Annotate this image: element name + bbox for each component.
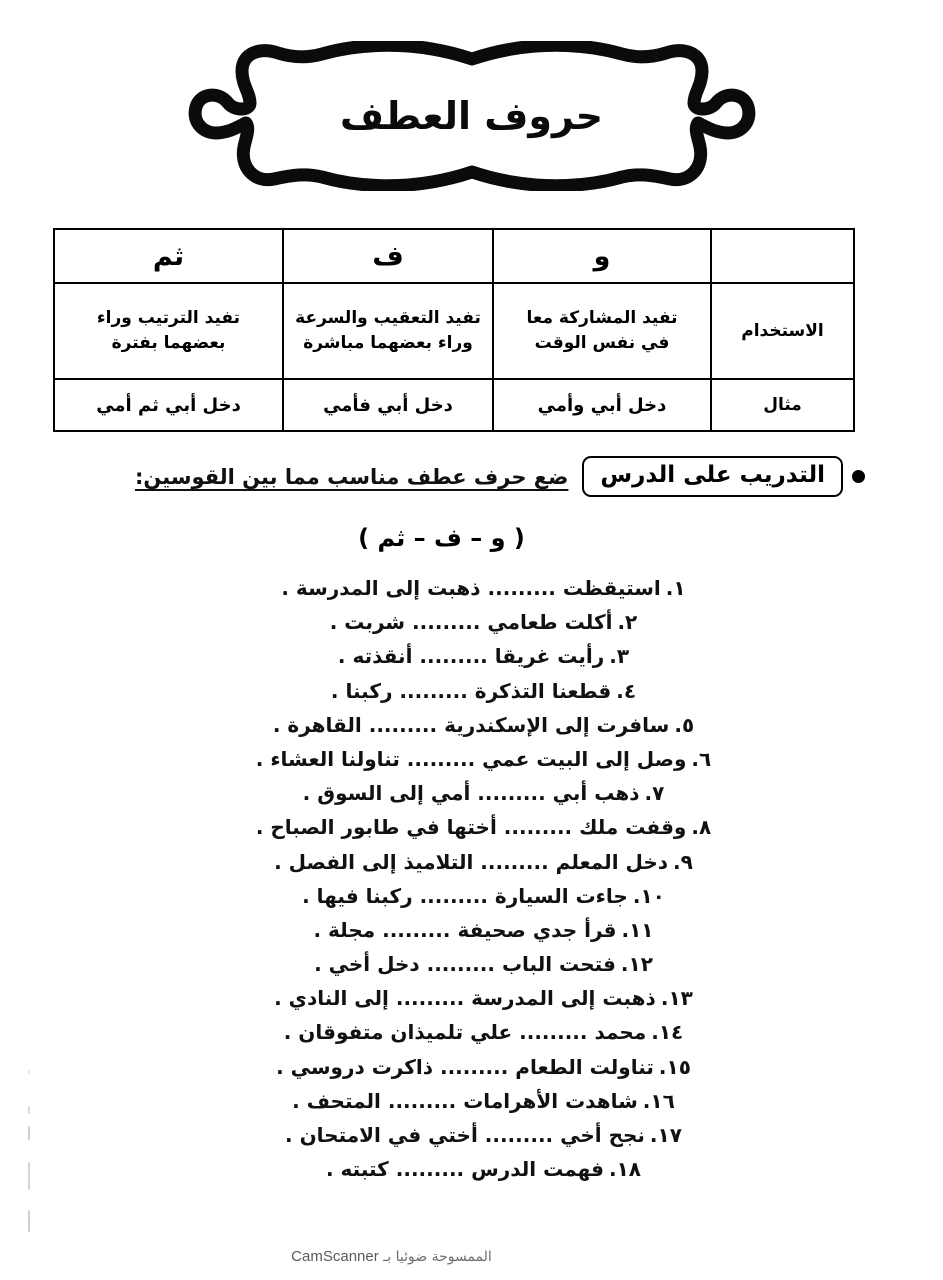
question-number: ١٢.	[620, 952, 653, 977]
question-number: ٢.	[617, 610, 638, 635]
question-item	[60, 883, 883, 920]
question-item	[60, 1159, 883, 1193]
exercise-badge: التدريب على الدرس	[582, 456, 843, 497]
question-number: ٣.	[609, 644, 630, 669]
question-text: فهمت الدرس ......... كتبته .	[325, 1157, 604, 1182]
question-item	[60, 817, 883, 851]
table-header-thumma: ثم	[54, 229, 283, 283]
usage-thumma-line1: تفيد الترتيب وراء	[96, 308, 241, 329]
page-title: حروف العطف	[339, 94, 604, 138]
title-banner	[0, 36, 943, 196]
bullet-icon	[852, 470, 865, 483]
usage-fa-line2: وراء بعضهما مباشرة	[303, 333, 473, 353]
table-header-waw: و	[493, 229, 711, 283]
question-item	[60, 612, 883, 646]
answer-choices: ( و – ف – ثم )	[358, 524, 525, 552]
question-item	[60, 954, 883, 988]
question-text: استيقظت ......... ذهبت إلى المدرسة .	[281, 576, 661, 600]
question-number: ٤.	[616, 678, 637, 703]
ornate-frame	[182, 41, 762, 191]
question-number: ٨.	[691, 815, 712, 840]
question-number: ٥.	[674, 712, 695, 737]
watermark-arabic-text: الممسوحة ضوئيا بـ	[383, 1249, 492, 1265]
usage-waw	[493, 283, 711, 379]
usage-waw-line1: تفيد المشاركة معا	[526, 308, 678, 329]
question-text: رأيت غريقا ......... أنقذته .	[337, 644, 605, 669]
question-item	[60, 917, 883, 954]
question-number: ١٦.	[642, 1088, 675, 1113]
example-waw: دخل أبي وأمي	[493, 379, 711, 431]
usage-fa	[283, 283, 493, 379]
question-item	[60, 1022, 883, 1056]
conjunctions-table	[53, 228, 855, 432]
question-text: وقفت ملك ......... أختها في طابور الصباح .	[255, 815, 687, 840]
exercise-header	[135, 456, 865, 497]
question-number: ١٥.	[658, 1054, 691, 1079]
question-item	[60, 1088, 883, 1125]
usage-fa-line1: تفيد التعقيب والسرعة	[295, 308, 481, 329]
question-text: وصل إلى البيت عمي ......... تناولنا العشاء .	[255, 746, 687, 771]
question-number: ١٠.	[632, 883, 665, 908]
question-text: دخل المعلم ......... التلاميذ إلى الفصل .	[274, 849, 669, 874]
question-number: ١١.	[621, 917, 654, 942]
question-text: سافرت إلى الإسكندرية ......... القاهرة .	[272, 712, 670, 737]
question-number: ٧.	[644, 781, 665, 806]
question-item	[60, 746, 883, 783]
conjunctions-table-wrapper	[95, 228, 855, 432]
row-label-example: مثال	[711, 379, 854, 431]
table-header-row	[54, 229, 854, 283]
question-text: تناولت الطعام ......... ذاكرت دروسي .	[276, 1054, 654, 1079]
question-number: ١.	[665, 576, 686, 600]
question-item	[60, 646, 883, 680]
question-item	[60, 988, 883, 1022]
exercise-instruction: ضع حرف عطف مناسب مما بين القوسين:	[134, 464, 569, 489]
table-header-empty	[711, 229, 854, 283]
question-text: محمد ......... علي تلميذان متفوقان .	[283, 1020, 647, 1045]
question-item	[60, 678, 883, 715]
table-row-example	[54, 379, 854, 431]
question-text: قطعنا التذكرة ......... ركبنا .	[330, 678, 612, 703]
question-item	[60, 783, 883, 817]
question-item	[60, 712, 883, 749]
usage-waw-line2: في نفس الوقت	[534, 333, 670, 353]
usage-thumma	[54, 283, 283, 379]
questions-list	[60, 578, 883, 1193]
question-text: قرأ جدي صحيفة ......... مجلة .	[313, 917, 617, 942]
camscanner-watermark	[0, 1248, 943, 1265]
table-header-fa: ف	[283, 229, 493, 283]
question-text: فتحت الباب ......... دخل أخي .	[314, 952, 616, 977]
usage-thumma-line2: بعضهما بفترة	[111, 333, 226, 353]
question-text: شاهدت الأهرامات ......... المتحف .	[292, 1088, 638, 1113]
question-text: أكلت طعامي ......... شربت .	[329, 610, 613, 635]
question-text: ذهب أبي ......... أمي إلى السوق .	[302, 781, 640, 806]
question-number: ٩.	[673, 849, 693, 874]
question-item	[60, 849, 883, 886]
question-text: ذهبت إلى المدرسة ......... إلى النادي .	[274, 986, 656, 1011]
question-item	[60, 578, 883, 612]
question-number: ١٣.	[660, 986, 693, 1011]
question-text: جاءت السيارة ......... ركبنا فيها .	[302, 883, 628, 908]
question-number: ١٧.	[649, 1123, 682, 1147]
watermark-app-name: CamScanner	[291, 1248, 379, 1265]
question-text: نجح أخي ......... أختي في الامتحان .	[285, 1123, 645, 1147]
example-thumma: دخل أبي ثم أمي	[54, 379, 283, 431]
scan-artifact-marks	[26, 1070, 34, 1260]
question-number: ٦.	[691, 746, 712, 771]
example-fa: دخل أبي فأمي	[283, 379, 493, 431]
question-item	[60, 1054, 883, 1091]
question-number: ١٤.	[651, 1020, 684, 1045]
table-row-usage	[54, 283, 854, 379]
question-item	[60, 1125, 883, 1159]
row-label-usage: الاستخدام	[711, 283, 854, 379]
question-number: ١٨.	[608, 1157, 642, 1182]
